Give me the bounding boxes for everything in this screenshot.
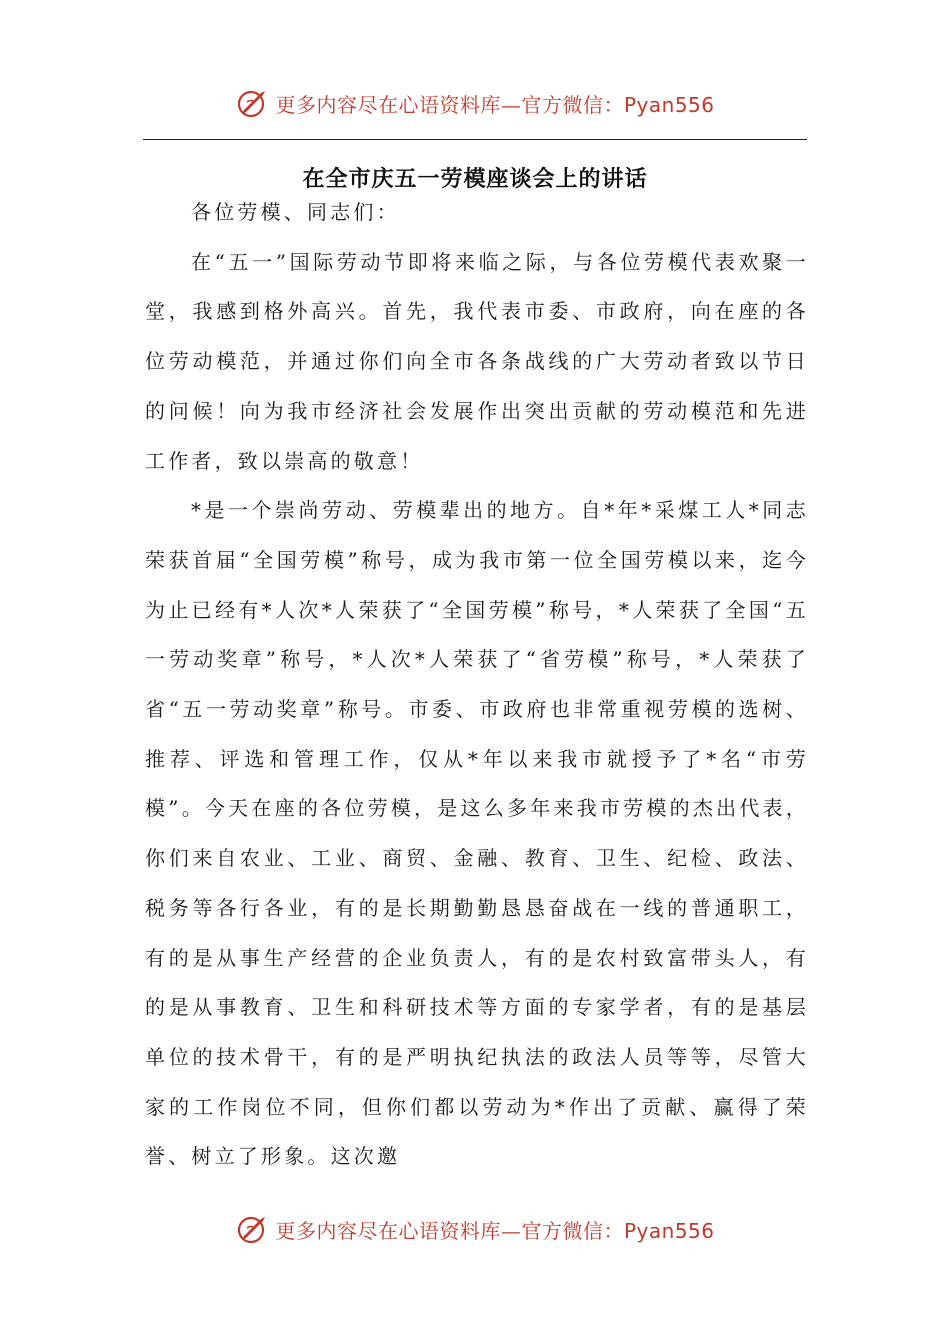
wechat-id: Pyan556 <box>623 1218 715 1243</box>
paragraph: *是一个崇尚劳动、劳模辈出的地方。自*年*采煤工人*同志荣获首届“全国劳模”称号，成为我市第一位全国劳模以来，迄今为止已经有*人次*人荣获了“全国劳模”称号，*人荣获了全国“五一劳动奖章”称号，*人次*人荣获了“省劳模”称号，*人荣获了省“五一劳动奖章”称号。市委、市政府也非常重视劳模的选树、推荐、评选和管理工作，仅从*年以来我市就授予了*名“市劳模”。今天在座的各位劳模，是这么多年来我市劳模的杰出代表，你们来自农业、工业、商贸、金融、教育、卫生、纪检、政法、税务等各行各业，有的是长期勤勤恳恳奋战在一线的普通职工，有的是从事生产经营的企业负责人，有的是农村致富带头人，有的是从事教育、卫生和科研技术等方面的专家学者，有的是基层单位的技术骨干，有的是严明执纪执法的政法人员等等，尽管大家的工作岗位不同，但你们都以劳动为*作出了贡献、赢得了荣誉、树立了形象。这次邀 <box>145 498 809 1169</box>
document-body <box>145 188 809 1182</box>
footer-banner <box>0 1209 950 1249</box>
wechat-id: Pyan556 <box>623 92 715 117</box>
banner-text: 更多内容尽在心语资料库—官方微信：Pyan556 <box>275 1218 715 1243</box>
paragraph: 在“五一”国际劳动节即将来临之际，与各位劳模代表欢聚一堂，我感到格外高兴。首先，我代表市委、市政府，向在座的各位劳动模范，并通过你们向全市各条战线的广大劳动者致以节日的问候！向为我市经济社会发展作出突出贡献的劳动模范和先进工作者，致以崇高的敬意！ <box>145 249 809 473</box>
page-title: 在全市庆五一劳模座谈会上的讲话 <box>302 166 648 192</box>
banner-text: 更多内容尽在心语资料库—官方微信：Pyan556 <box>275 92 715 117</box>
header-banner <box>0 83 950 123</box>
pen-logo-icon <box>235 85 271 121</box>
salutation: 各位劳模、同志们： <box>191 200 400 224</box>
header-divider <box>143 139 807 140</box>
pen-logo-icon <box>235 1211 271 1247</box>
